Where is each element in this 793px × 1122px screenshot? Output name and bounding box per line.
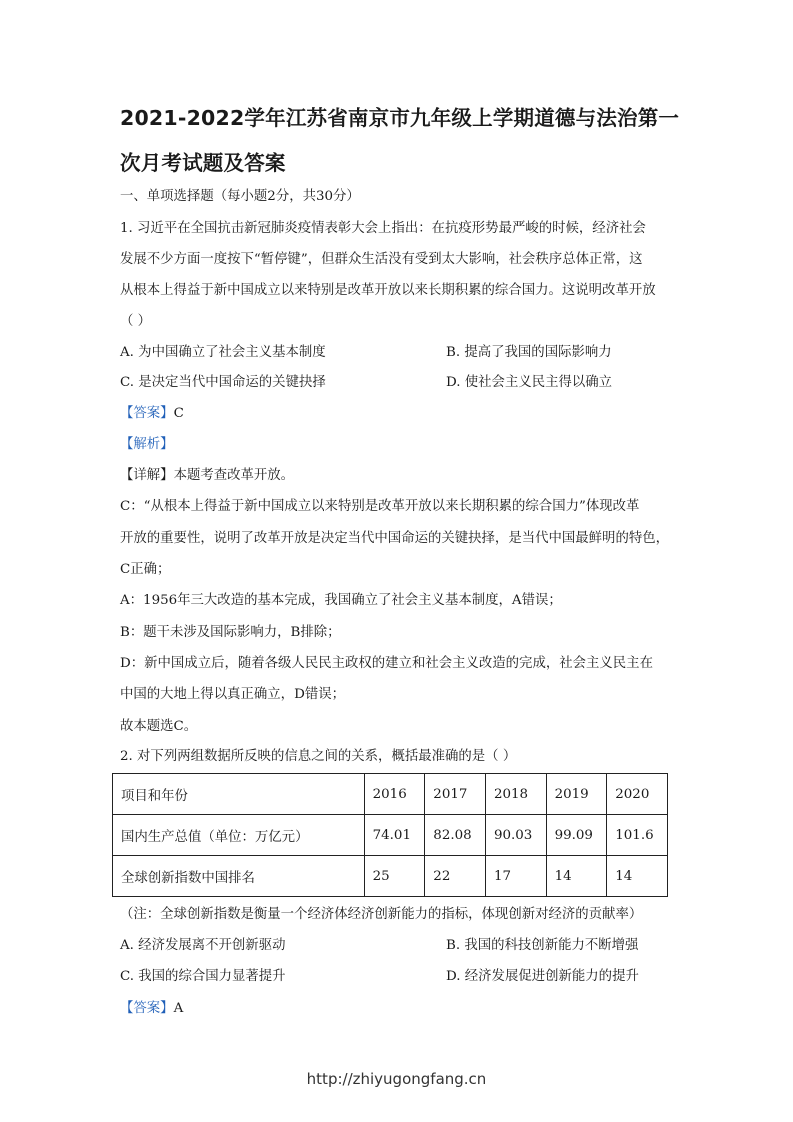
answer-tag: 【答案】 [120, 406, 174, 421]
q2-note: （注：全球创新指数是衡量一个经济体经济创新能力的指标，体现创新对经济的贡献率） [120, 907, 643, 922]
q1-stem-line-1: 1. 习近平在全国抗击新冠肺炎疫情表彰大会上指出：在抗疫形势最严峻的时候，经济社会 [120, 221, 646, 236]
q2-option-b: B. 我国的科技创新能力不断增强 [446, 938, 639, 953]
q1-stem-line-2: 发展不少方面一度按下“暂停键”，但群众生活没有受到太大影响，社会秩序总体正常，这 [120, 252, 643, 267]
q1-option-a: A. 为中国确立了社会主义基本制度 [120, 345, 326, 360]
table-cell: 14 [546, 856, 607, 897]
detail-tag: 【详解】 [120, 468, 174, 483]
q1-explanation-line-4: A：1956年三大改造的基本完成，我国确立了社会主义基本制度，A错误； [120, 593, 562, 608]
q1-explanation-line-1: C：“从根本上得益于新中国成立以来特别是改革开放以来长期积累的综合国力”体现改革 [120, 499, 640, 514]
table-cell: 项目和年份 [113, 774, 365, 815]
section-heading: 一、单项选择题（每小题2分，共30分） [120, 189, 360, 204]
q1-answer [120, 405, 184, 423]
table-header-row [113, 774, 668, 815]
table-row [113, 815, 668, 856]
table-cell: 22 [425, 856, 486, 897]
q2-option-c: C. 我国的综合国力显著提升 [120, 969, 286, 984]
table-cell: 17 [485, 856, 546, 897]
table-cell: 国内生产总值（单位：万亿元） [113, 815, 365, 856]
answer-value: C [173, 406, 184, 421]
table-cell: 101.6 [607, 815, 668, 856]
table-cell: 74.01 [364, 815, 425, 856]
table-cell: 2016 [364, 774, 425, 815]
table-cell: 2018 [485, 774, 546, 815]
table-cell: 82.08 [425, 815, 486, 856]
table-cell: 2017 [425, 774, 486, 815]
q1-explanation-line-5: B：题干未涉及国际影响力，B排除； [120, 625, 341, 640]
q1-option-d: D. 使社会主义民主得以确立 [446, 375, 613, 390]
q1-explanation-line-3: C正确； [120, 562, 171, 577]
q1-option-c: C. 是决定当代中国命运的关键抉择 [120, 375, 326, 390]
detail-text: 本题考查改革开放。 [173, 468, 295, 483]
table-cell: 2020 [607, 774, 668, 815]
table-cell: 25 [364, 856, 425, 897]
q1-explanation-line-8: 故本题选C。 [120, 719, 198, 734]
answer-tag: 【答案】 [120, 1001, 174, 1016]
answer-value: A [173, 1001, 184, 1016]
q2-option-a: A. 经济发展离不开创新驱动 [120, 938, 286, 953]
doc-title-line-1: 2021-2022学年江苏省南京市九年级上学期道德与法治第一 [120, 106, 680, 130]
q2-option-d: D. 经济发展促进创新能力的提升 [446, 969, 639, 984]
q1-explanation-line-6: D：新中国成立后，随着各级人民民主政权的建立和社会主义改造的完成，社会主义民主在 [120, 656, 653, 671]
q1-detail [120, 467, 294, 485]
table-row [113, 856, 668, 897]
q2-stem: 2. 对下列两组数据所反映的信息之间的关系，概括最准确的是（ ） [120, 749, 517, 764]
table-cell: 14 [607, 856, 668, 897]
q1-option-b: B. 提高了我国的国际影响力 [446, 345, 612, 360]
q1-explanation-line-2: 开放的重要性，说明了改革开放是决定当代中国命运的关键抉择，是当代中国最鲜明的特色， [120, 531, 670, 546]
q2-answer [120, 1000, 183, 1018]
q1-stem-bracket: （ ） [120, 314, 152, 329]
table-cell: 99.09 [546, 815, 607, 856]
data-table [112, 773, 668, 897]
q1-stem-line-3: 从根本上得益于新中国成立以来特别是改革开放以来长期积累的综合国力。这说明改革开放 [120, 283, 656, 298]
doc-title-line-2: 次月考试题及答案 [120, 151, 286, 175]
table-cell: 2019 [546, 774, 607, 815]
q1-analysis-tag: 【解析】 [120, 437, 174, 452]
table-cell: 全球创新指数中国排名 [113, 856, 365, 897]
table-cell: 90.03 [485, 815, 546, 856]
q1-explanation-line-7: 中国的大地上得以真正确立，D错误； [120, 687, 345, 702]
footer-url: http://zhiyugongfang.cn [306, 1070, 487, 1088]
